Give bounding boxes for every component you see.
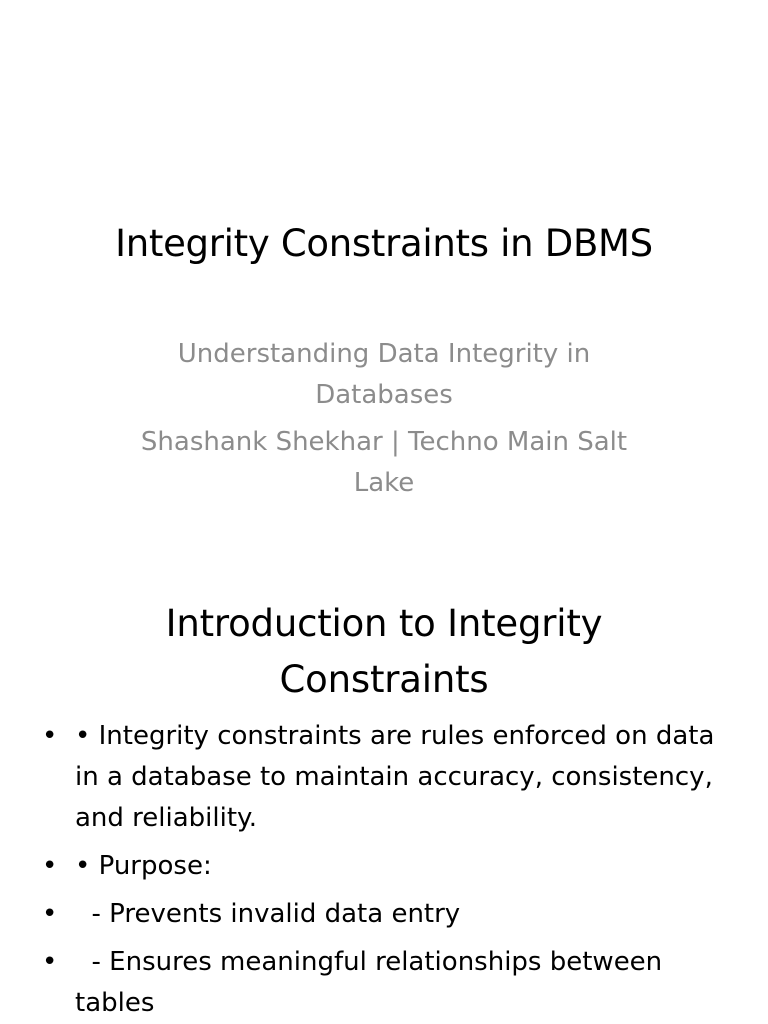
section-title: Introduction to Integrity Constraints	[165, 602, 603, 701]
bullet-icon: •	[42, 947, 58, 977]
bullet-item	[42, 894, 732, 935]
slide-subtitle	[110, 334, 658, 510]
subtitle-line: Understanding Data Integrity in Databases	[177, 339, 591, 410]
bullet-icon: •	[42, 721, 58, 751]
bullet-text: • Purpose:	[75, 851, 212, 881]
bullet-text: • Integrity constraints are rules enforced on data in a database to maintain accuracy, consistency, and reliability.	[75, 721, 715, 833]
slide-title: Integrity Constraints in DBMS	[115, 222, 653, 265]
content-slide	[0, 560, 768, 1024]
bullet-icon: •	[42, 851, 58, 881]
bullet-text: - Ensures meaningful relationships between tables	[75, 947, 671, 1018]
bullet-item	[42, 942, 732, 1024]
subtitle-line: Shashank Shekhar | Techno Main Salt Lake	[140, 427, 628, 498]
bullet-item	[42, 716, 732, 839]
bullet-text: - Prevents invalid data entry	[75, 899, 461, 929]
bullet-list	[42, 716, 732, 1024]
bullet-icon: •	[42, 899, 58, 929]
bullet-item	[42, 846, 732, 887]
